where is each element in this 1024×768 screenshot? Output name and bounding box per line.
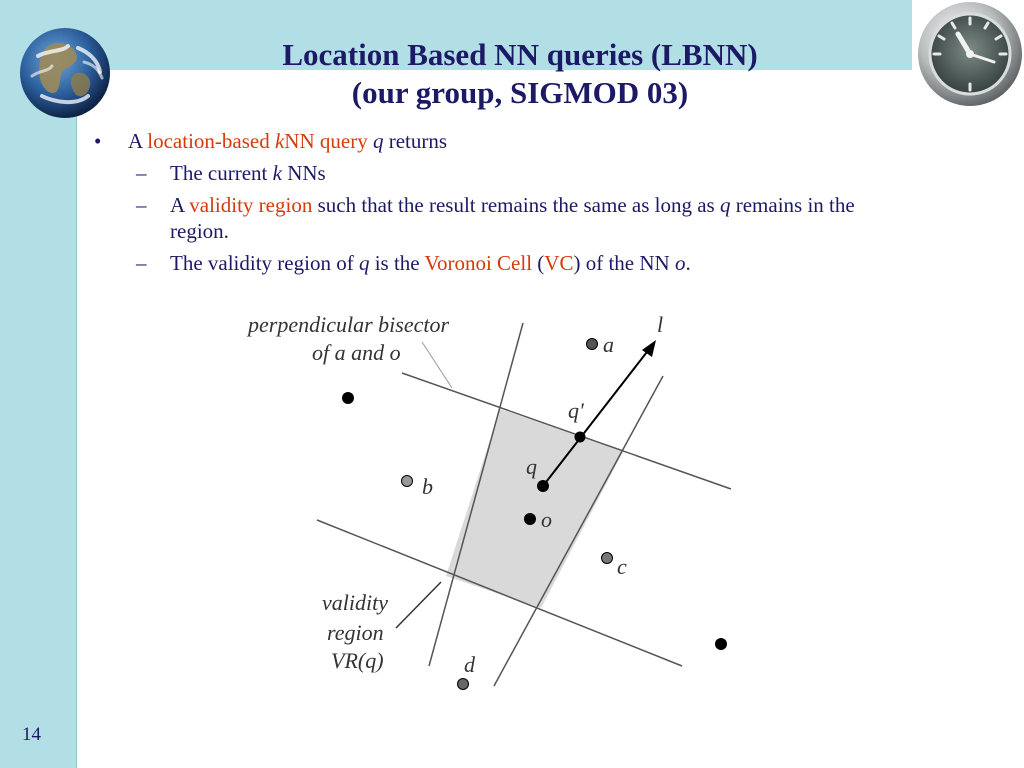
label-q: q [526,454,537,479]
point-unlabeled-left [342,392,354,404]
highlight-nn-query: NN query [284,129,373,153]
var-o: o [674,251,686,275]
label-validity-line1: validity [322,590,388,615]
point-q [537,480,549,492]
label-q-prime: q' [568,398,584,423]
label-o: o [541,507,552,532]
text-segment: NNs [281,161,326,185]
text-segment: remains in the region. [170,193,855,243]
point-b [402,476,413,487]
point-d [458,679,469,690]
text-segment: is the [369,251,425,275]
label-validity-line3: VR(q) [331,648,384,673]
var-q: q [358,251,370,275]
highlight-k: k [274,129,285,153]
label-bisector-line2: of a and o [312,340,401,365]
highlight-voronoi-cell: Voronoi Cell [424,251,533,275]
dash-mark: – [136,251,147,275]
validity-leader-line [396,582,441,628]
dash-mark: – [136,161,147,185]
text-segment: returns [383,129,448,153]
title-line-2: (our group, SIGMOD 03) [351,75,689,110]
point-a [587,339,598,350]
label-a: a [603,332,614,357]
label-l: l [657,312,664,337]
var-q: q [372,129,384,153]
bullet-mark: • [94,129,102,153]
point-c [602,553,613,564]
point-q-prime [575,432,586,443]
point-unlabeled-right [715,638,727,650]
var-k: k [272,161,282,185]
title-line-1: Location Based NN queries (LBNN) [282,37,758,72]
var-q: q [719,193,731,217]
text-segment: ( [532,251,545,275]
text-segment: A [128,129,148,153]
highlight-vc: VC [544,251,574,275]
label-validity-line2: region [327,620,384,645]
text-segment: . [685,251,691,275]
text-segment: such that the result remains the same as long as [312,193,720,217]
highlight-validity-region: validity region [189,193,313,217]
highlight-location-based: location-based [147,129,275,153]
label-c: c [617,554,627,579]
label-d: d [464,652,475,677]
label-b: b [422,474,433,499]
dash-mark: – [136,193,147,217]
text-segment: ) of the NN [573,251,675,275]
slide-number: 14 [22,724,41,745]
text-segment: The current [170,161,273,185]
point-o [524,513,536,525]
text-segment: A [170,193,190,217]
text-segment: The validity region of [170,251,359,275]
label-bisector-line1: perpendicular bisector [248,312,450,337]
